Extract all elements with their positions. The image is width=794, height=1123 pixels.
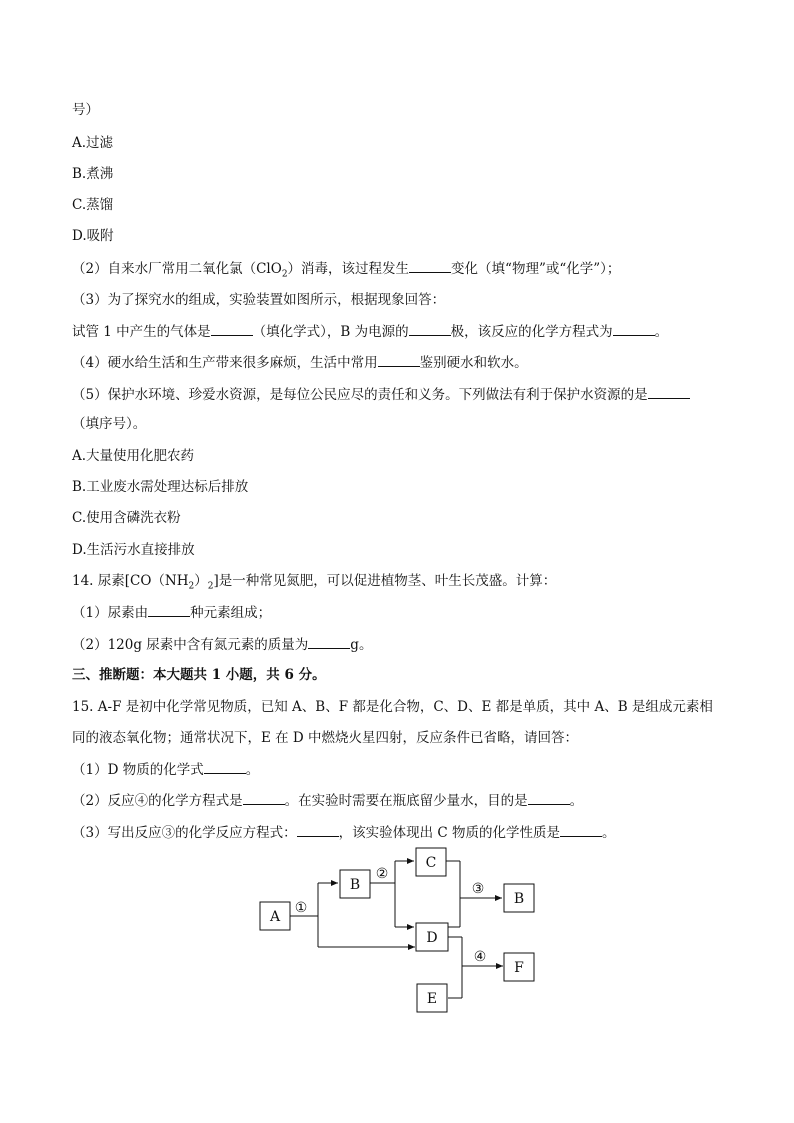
q15-part1: （1）D 物质的化学式 。 xyxy=(72,759,259,780)
node-a: A xyxy=(269,909,281,925)
q13-part5: （5）保护水环境、珍爱水资源，是每位公民应尽的责任和义务。下列做法有利于保护水资源的是 xyxy=(72,384,690,405)
answer-blank[interactable] xyxy=(211,321,253,336)
answer-blank[interactable] xyxy=(409,321,451,336)
q13-part5-option-a: A.大量使用化肥农药 xyxy=(72,448,195,464)
node-e: E xyxy=(426,991,438,1007)
q13-part3: （3）为了探究水的组成，实验装置如图所示，根据现象回答： xyxy=(72,292,446,308)
q15-part2: （2）反应④的化学方程式是 。在实验时需要在瓶底留少量水，目的是 。 xyxy=(72,790,583,811)
q13-part5-option-b: B.工业废水需处理达标后排放 xyxy=(72,479,249,495)
q13-option-a: A.过滤 xyxy=(72,135,114,151)
q15-stem-line1: 15. A-F 是初中化学常见物质，已知 A、B、F 都是化合物，C、D、E 都是单质，其中 A、B 是组成元素相 xyxy=(72,699,713,715)
q13-part5-tail: （填序号）。 xyxy=(72,416,147,432)
q13-part2: （2）自来水厂常用二氧化氯（ClO$_2$）消毒，该过程发生 变化（填“物理”或“化学”）； xyxy=(72,258,620,285)
node-c: C xyxy=(425,855,437,871)
answer-blank[interactable] xyxy=(560,822,602,837)
answer-blank[interactable] xyxy=(148,602,190,617)
reaction-label-2: ② xyxy=(375,866,389,882)
q13-part4: （4）硬水给生活和生产带来很多麻烦，生活中常用 鉴别硬水和软水。 xyxy=(72,352,528,373)
answer-blank[interactable] xyxy=(243,790,285,805)
answer-blank[interactable] xyxy=(409,258,451,273)
q13-continuation: 号） xyxy=(72,102,99,118)
q14-stem: 14. 尿素$[CO(NH_2)_2]$是一种常见氮肥，可以促进植物茎、叶生长茂盛。计算： xyxy=(72,573,557,592)
answer-blank[interactable] xyxy=(204,759,246,774)
node-b: B xyxy=(349,877,361,893)
q15-part3: （3）写出反应③的化学反应方程式： ，该实验体现出 C 物质的化学性质是 。 xyxy=(72,822,616,843)
q13-option-b: B.煮沸 xyxy=(72,166,114,182)
q14-part1: （1）尿素由 种元素组成； xyxy=(72,602,271,623)
answer-blank[interactable] xyxy=(378,352,420,367)
q14-part2: （2）120g 尿素中含有氮元素的质量为 g。 xyxy=(72,634,372,655)
q13-option-c: C.蒸馏 xyxy=(72,197,114,213)
answer-blank[interactable] xyxy=(297,822,339,837)
node-b-product: B xyxy=(513,891,525,907)
reaction-label-4: ④ xyxy=(473,949,487,965)
answer-blank[interactable] xyxy=(648,384,690,399)
q13-part5-option-c: C.使用含磷洗衣粉 xyxy=(72,510,181,526)
q15-stem-line2: 同的液态氧化物；通常状况下，E 在 D 中燃烧火星四射，反应条件已省略，请回答： xyxy=(72,730,579,746)
reaction-label-1: ① xyxy=(294,900,308,916)
q13-part5-option-d: D.生活污水直接排放 xyxy=(72,542,195,558)
section-heading: 三、推断题：本大题共 1 小题，共 6 分。 xyxy=(72,667,326,683)
q13-option-d: D.吸附 xyxy=(72,228,114,244)
node-d: D xyxy=(426,930,438,946)
answer-blank[interactable] xyxy=(308,634,350,649)
answer-blank[interactable] xyxy=(528,790,570,805)
answer-blank[interactable] xyxy=(613,321,655,336)
reaction-label-3: ③ xyxy=(471,881,485,897)
q13-part3-question: 试管 1 中产生的气体是 （填化学式），B 为电源的 极，该反应的化学方程式为 。 xyxy=(72,321,668,342)
node-f: F xyxy=(514,960,524,976)
